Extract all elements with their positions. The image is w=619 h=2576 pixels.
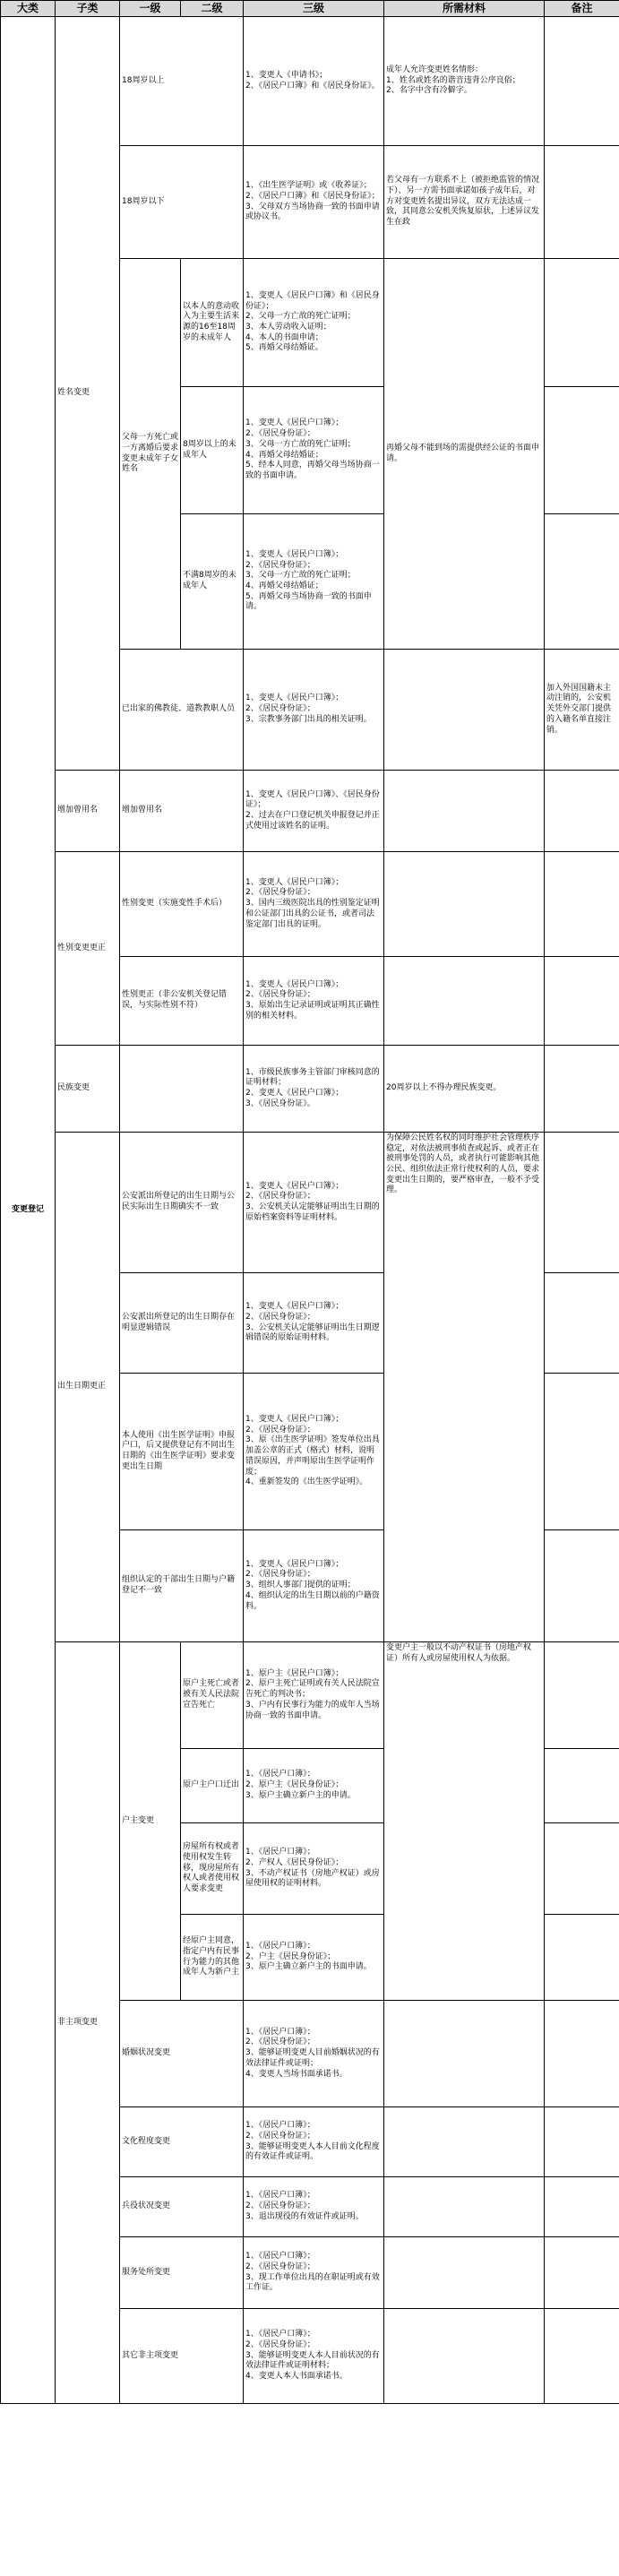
level1-cell: 服务处所变更: [120, 2237, 244, 2309]
level3-cell: 1、变更人《居民户口簿》； 2、《居民身份证》； 3、国内三级医院出具的性别鉴定证明和公证部门出具的公证书，或者司法鉴定部门出具的证明。: [244, 852, 384, 957]
remarks-cell: [545, 1530, 619, 1642]
remarks-cell: [545, 1374, 619, 1530]
table-row: [1, 771, 619, 852]
materials-cell: [384, 957, 545, 1046]
remarks-cell: [545, 1642, 619, 1749]
level3-cell: 1、变更人《居民户口簿》和《居民身份证》； 2、父母一方亡故的死亡证明； 3、本人劳动收入证明； 4、本人的书面申请； 5、再婚父母结婚证。: [244, 259, 384, 387]
level3-cell: 1、《居民户口簿》； 2、原户主《居民身份证》； 3、原户主确立新户主的申请。: [244, 1749, 384, 1823]
remarks-cell: [545, 146, 619, 259]
subcategory-gender: 性别变更更正: [56, 852, 120, 1046]
header-materials: 所需材料: [384, 1, 545, 17]
level3-cell: 1、变更人《申请书》； 2、《居民户口簿》和《居民身份证》。: [244, 17, 384, 146]
level1-cell: 18周岁以下: [120, 146, 244, 259]
level1-cell: 文化程度变更: [120, 2107, 244, 2177]
remarks-cell: [545, 259, 619, 387]
materials-cell: [384, 852, 545, 957]
remarks-cell: [545, 1823, 619, 1915]
remarks-cell: [545, 2237, 619, 2309]
level1-cell: [120, 1046, 244, 1133]
level2-cell: 原户主死亡或者被有关人民法院宣告死亡: [181, 1642, 244, 1749]
header-level1: 一级: [120, 1, 181, 17]
table-row: [1, 852, 619, 957]
level1-cell: 兵役状况变更: [120, 2177, 244, 2237]
materials-cell: [384, 2309, 545, 2404]
level2-cell: 原户主户口迁出: [181, 1749, 244, 1823]
level3-cell: 1、变更人《居民户口簿》； 2、《居民身份证》； 3、父母一方亡故的死亡证明； 4、再婚父母结婚证； 5、经本人同意，再婚父母当场协商一致的书面申请。: [244, 387, 384, 514]
remarks-cell: 加入外国国籍未主动注销的，公安机关凭外交部门提供的入籍名单直接注销。: [545, 650, 619, 771]
subcategory-nation: 民族变更: [56, 1046, 120, 1133]
subcategory-used-name: 增加曾用名: [56, 771, 120, 852]
materials-cell: 若父母有一方联系不上（被拒绝监管的情况下）、另一方需书面承诺如孩子成年后，对方对变更姓名提出异议，双方无法达成一致，其同意公安机关恢复原状，上述异议发生在政: [384, 146, 545, 259]
level3-cell: 1、原户主《居民户口簿》； 2、原户主死亡证明或有关人民法院宣告死亡的判决书； 3、户内有民事行为能力的成年人当场协商一致的书面申请。: [244, 1642, 384, 1749]
level3-cell: 1、《居民户口簿》； 2、《居民身份证》； 3、能够证明变更人本人目前状况的有效法律证件或证明材料； 4、变更人本人书面承诺书。: [244, 2309, 384, 2404]
remarks-cell: [545, 17, 619, 146]
remarks-cell: [545, 1749, 619, 1823]
level3-cell: 1、《居民户口簿》； 2、产权人《居民身份证》； 3、不动产权证书（房地产权证）或房屋使用权的证明材料。: [244, 1823, 384, 1915]
level2-cell: 房屋所有权或者使用权发生转移，现房屋所有权人或者使用权人要求变更: [181, 1823, 244, 1915]
header-level3: 三级: [244, 1, 384, 17]
materials-cell: [384, 2001, 545, 2107]
materials-cell: [384, 771, 545, 852]
materials-cell: 再婚父母不能到场的需提供经公证的书面申请。: [384, 259, 545, 650]
remarks-cell: [545, 2001, 619, 2107]
level1-cell: 公安派出所登记的出生日期与公民实际出生日期确实不一致: [120, 1133, 244, 1273]
subcategory-birth: 出生日期更正: [56, 1133, 120, 1642]
level3-cell: 1、变更人《居民户口簿》； 2、《居民身份证》； 3、公安机关认定能够证明出生日期的原始档案资料等证明材料。: [244, 1133, 384, 1273]
level3-cell: 1、变更人《居民户口簿》； 2、《居民身份证》； 3、组织人事部门提供的证明； 4、组织认定的出生日期以前的户籍资料。: [244, 1530, 384, 1642]
materials-cell: [384, 650, 545, 771]
table-row: [1, 17, 619, 146]
header-row: [1, 1, 619, 17]
remarks-cell: [545, 514, 619, 650]
level1-cell: 父母一方死亡或一方离婚后要求变更未成年子女姓名: [120, 259, 181, 650]
level3-cell: 1、变更人《居民户口簿》； 2、《居民身份证》； 3、宗教事务部门出具的相关证明。: [244, 650, 384, 771]
level2-cell: 以本人的意动收入为主要生活来源的16至18周岁的未成年人: [181, 259, 244, 387]
remarks-cell: [545, 2309, 619, 2404]
level1-cell: 增加曾用名: [120, 771, 244, 852]
remarks-cell: [545, 1273, 619, 1374]
level3-cell: 1、变更人《居民户口簿》； 2、《居民身份证》； 3、父母一方亡故的死亡证明； 4、再婚父母结婚证； 5、再婚父母当场协商一致的书面申请。: [244, 514, 384, 650]
level3-cell: 1、《居民户口簿》； 2、《居民身份证》； 3、能够证明变更人本人目前文化程度的有效证件或证明。: [244, 2107, 384, 2177]
level1-cell: 户主变更: [120, 1642, 181, 2001]
level3-cell: 1、《出生医学证明》或《收养证》； 2、《居民户口簿》和《居民身份证》； 3、父母双方当场协商一致的书面申请或协议书。: [244, 146, 384, 259]
remarks-cell: [545, 771, 619, 852]
level3-cell: 1、变更人《居民户口簿》； 2、《居民身份证》； 3、原《出生医学证明》签发单位出具加盖公章的正式（格式）材料，说明错误原因，并声明原出生医学证明作废； 4、重新签发的《出生医学证明》。: [244, 1374, 384, 1530]
header-category: 大类: [1, 1, 56, 17]
materials-cell: 成年人允许变更姓名情形： 1、姓名或姓名的谐音违背公序良俗； 2、名字中含有冷僻字。: [384, 17, 545, 146]
level1-cell: 其它非主项变更: [120, 2309, 244, 2404]
level1-cell: 公安派出所登记的出生日期存在明显逻辑错误: [120, 1273, 244, 1374]
level1-cell: 性别变更（实施变性手术后）: [120, 852, 244, 957]
header-level2: 二级: [181, 1, 244, 17]
level3-cell: 1、变更人《居民户口簿》、《居民身份证》； 2、过去在户口登记机关申报登记并正式使用过该姓名的证明。: [244, 771, 384, 852]
level1-cell: 本人使用《出生医学证明》申报户口，后又提供登记有不同出生日期的《出生医学证明》要求变更出生日期: [120, 1374, 244, 1530]
header-remarks: 备注: [545, 1, 619, 17]
remarks-cell: [545, 1915, 619, 2001]
level3-cell: 1、《居民户口簿》； 2、《居民身份证》； 3、现工作单位出具的在职证明或有效工作证。: [244, 2237, 384, 2309]
subcategory-nonmain: 非主项变更: [56, 1642, 120, 2404]
level3-cell: 1、市级民族事务主管部门审核同意的证明材料； 2、变更人《居民户口簿》； 3、《居民身份证》。: [244, 1046, 384, 1133]
level1-cell: 性别更正（非公安机关登记错误，与实际性别不符）: [120, 957, 244, 1046]
remarks-cell: [545, 2177, 619, 2237]
materials-cell: 为保障公民姓名权的同时维护社会管理秩序稳定，对依法被刑事侦查或起诉、或者正在被刑事处罚的人员，或者执行可能影响其他公民、组织依法正常行使权利的人员，要求变更出生日期的，要严格审查，一般不予受理。: [384, 1133, 545, 1642]
level2-cell: 8周岁以上的未成年人: [181, 387, 244, 514]
materials-cell: 变更户主一般以不动产权证书（房地产权证）所有人或房屋使用权人为依据。: [384, 1642, 545, 2001]
remarks-cell: [545, 852, 619, 957]
materials-cell: [384, 2237, 545, 2309]
level3-cell: 1、变更人《居民户口簿》； 2、《居民身份证》； 3、公安机关认定能够证明出生日期逻辑错误的原始证明材料。: [244, 1273, 384, 1374]
remarks-cell: [545, 1046, 619, 1133]
subcategory-name-change: 姓名变更: [56, 17, 120, 771]
materials-cell: [384, 2107, 545, 2177]
level2-cell: 经原户主同意，指定户内有民事行为能力的其他成年人为新户主: [181, 1915, 244, 2001]
level3-cell: 1、变更人《居民户口簿》； 2、《居民身份证》； 3、原始出生记录证明或证明其正确性别的相关材料。: [244, 957, 384, 1046]
level1-cell: 组织认定的干部出生日期与户籍登记不一致: [120, 1530, 244, 1642]
remarks-cell: [545, 387, 619, 514]
materials-cell: [384, 2177, 545, 2237]
level3-cell: 1、《居民户口簿》； 2、《居民身份证》； 3、能够证明变更人目前婚姻状况的有效法律证件或证明； 4、变更人当场书面承诺书。: [244, 2001, 384, 2107]
category-cell: 变更登记: [1, 17, 56, 2404]
table-row: [1, 1046, 619, 1133]
remarks-cell: [545, 2107, 619, 2177]
table-row: [1, 1642, 619, 1749]
table-row: [1, 1133, 619, 1273]
remarks-cell: [545, 1133, 619, 1273]
remarks-cell: [545, 957, 619, 1046]
level2-cell: 不满8周岁的未成年人: [181, 514, 244, 650]
level1-cell: 婚姻状况变更: [120, 2001, 244, 2107]
level1-cell: 已出家的佛教徒、道教教职人员: [120, 650, 244, 771]
level1-cell: 18周岁以上: [120, 17, 244, 146]
header-subcategory: 子类: [56, 1, 120, 17]
level3-cell: 1、《居民户口簿》； 2、户主《居民身份证》； 3、原户主确立新户主的书面申请。: [244, 1915, 384, 2001]
level3-cell: 1、《居民户口簿》； 2、《居民身份证》； 3、退出现役的有效证件或证明。: [244, 2177, 384, 2237]
materials-cell: 20周岁以上不得办理民族变更。: [384, 1046, 545, 1133]
